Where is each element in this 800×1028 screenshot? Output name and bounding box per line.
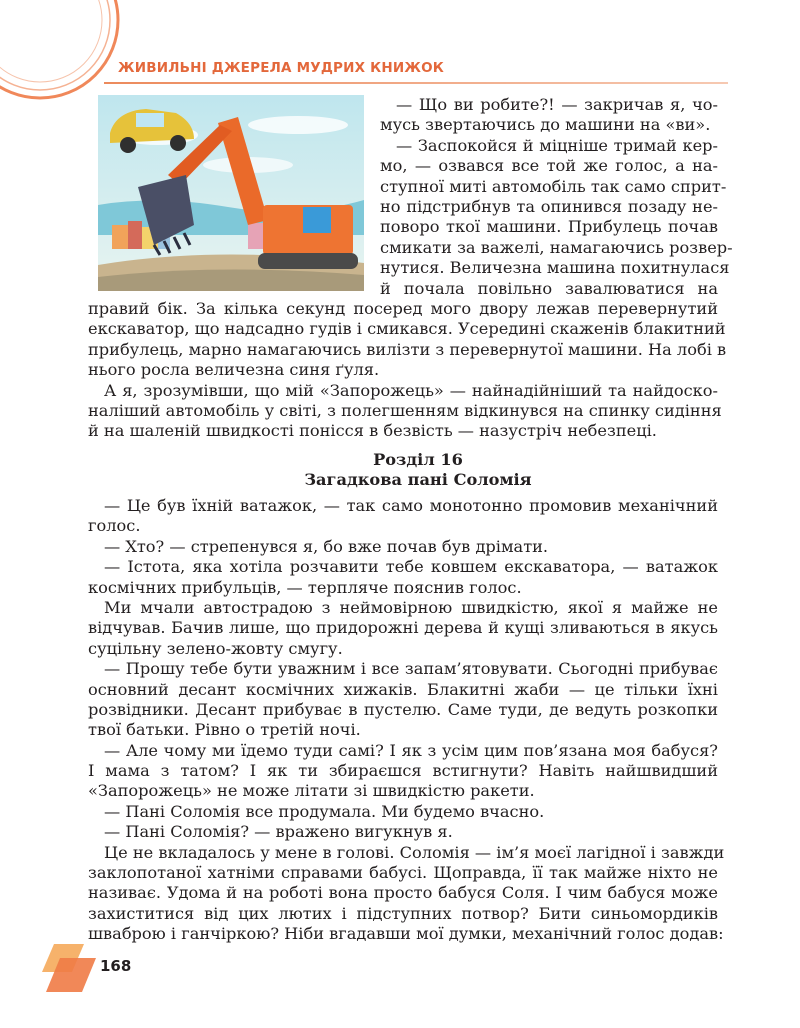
page-number: 168 bbox=[100, 957, 132, 975]
text-line: нутися. Величезна машина похитнулася bbox=[380, 258, 730, 278]
text-line: — Хто? — стрепенувся я, бо вже почав був дрімати. bbox=[104, 536, 549, 556]
text-line: основний десант космічних хижаків. Блакитні жаби — це тільки їхні bbox=[88, 679, 718, 699]
text-line: — Пані Соломія все продумала. Ми будемо вчасно. bbox=[104, 801, 545, 821]
text-line: правий бік. За кілька секунд посеред мого двору лежав перевернутий bbox=[88, 299, 718, 318]
text-line: прибулець, марно намагаючись вилізти з перевернутої машини. На лобі в bbox=[88, 339, 727, 359]
text-line: наліший автомобіль у світі, з полегшенням відкинувся на спинку сидіння bbox=[88, 400, 722, 420]
text-line: називає. Удома й на роботі вона просто бабуся Соля. І чим бабуся може bbox=[88, 883, 718, 903]
text-line: — Прошу тебе бути уважним і все запам’ятовувати. Сьогодні прибуває bbox=[104, 659, 718, 679]
excavator-car-illustration bbox=[98, 95, 364, 291]
decorative-circles bbox=[0, 0, 130, 110]
text-line: розвідники. Десант прибуває в пустелю. Саме туди, де ведуть розкопки bbox=[88, 699, 718, 719]
text-line: космічних прибульців, — терпляче пояснив голос. bbox=[88, 577, 522, 597]
text-line: Це не вкладалось у мене в голові. Соломія — ім’я моєї лагідної і завжди bbox=[104, 842, 725, 862]
text-line: шваброю і ганчіркою? Ніби вгадавши мої думки, механічний голос додав: bbox=[88, 924, 724, 944]
text-line: — Але чому ми їдемо туди самі? І як з усім цим пов’язана моя бабуся? bbox=[104, 740, 718, 760]
text-line: відчував. Бачив лише, що придорожні дерева й кущі зливаються в якусь bbox=[88, 618, 718, 638]
text-line: смикати за важелі, намагаючись розвер- bbox=[380, 237, 733, 257]
text-line: мусь звертаючись до машини на «ви». bbox=[380, 115, 711, 135]
chapter-number: Розділ 16 bbox=[373, 450, 463, 469]
text-line: — Заспокойся й міцніше тримай кер- bbox=[396, 135, 718, 155]
text-line: — Істота, яка хотіла розчавити тебе ковшем екскаватора, — ватажок bbox=[104, 557, 718, 577]
text-line: — Це був їхній ватажок, — так само монотонно промовив механічний bbox=[104, 496, 718, 515]
text-line: екскаватор, що надсадно гудів і смикався. Усередині скаженів блакитний bbox=[88, 319, 726, 339]
text-block-beside-illustration bbox=[380, 95, 733, 299]
section-running-title: ЖИВИЛЬНІ ДЖЕРЕЛА МУДРИХ КНИЖОК bbox=[118, 60, 445, 76]
page-corner-decoration bbox=[40, 944, 100, 996]
text-line: поворо ткої машини. Прибулець почав bbox=[380, 217, 718, 237]
text-line: суцільну зелено-жовту смугу. bbox=[88, 638, 343, 658]
text-line: й почала повільно завалюватися на bbox=[380, 278, 718, 298]
text-line: й на шаленій швидкості понісся в безвість — назустріч небезпеці. bbox=[88, 421, 657, 441]
text-line: захиститися від цих лютих і підступних потвор? Бити синьомордиків bbox=[88, 903, 718, 923]
text-line: заклопотаної хатніми справами бабусі. Щоправда, її так майже ніхто не bbox=[88, 863, 718, 883]
text-line: ступної миті автомобіль так само сприт- bbox=[380, 176, 727, 196]
text-line: мо, — озвався все той же голос, а на- bbox=[380, 156, 718, 176]
text-line: А я, зрозумівши, що мій «Запорожець» — найнадійніший та найдоско- bbox=[104, 380, 718, 400]
text-line: «Запорожець» не може літати зі швидкістю ракети. bbox=[88, 781, 535, 801]
text-line: І мама з татом? І як ти збираєшся встигнути? Навіть найшвидший bbox=[88, 761, 718, 781]
illustration-svg bbox=[98, 95, 364, 291]
text-line: голос. bbox=[88, 516, 141, 536]
text-line: но підстрибнув та опинився позаду не- bbox=[380, 196, 718, 216]
running-header bbox=[0, 58, 760, 86]
text-block-2 bbox=[88, 496, 725, 945]
text-line: Ми мчали автострадою з неймовірною швидкістю, якої я майже не bbox=[104, 597, 718, 617]
text-line: нього росла величезна синя ґуля. bbox=[88, 360, 380, 380]
text-line: — Що ви робите?! — закричав я, чо- bbox=[396, 95, 718, 114]
text-line: — Пані Соломія? — вражено вигукнув я. bbox=[104, 822, 453, 842]
text-line: твої батьки. Рівно о третій ночі. bbox=[88, 720, 361, 740]
header-divider bbox=[104, 82, 728, 84]
text-block-1 bbox=[88, 299, 727, 442]
chapter-title: Загадкова пані Соломія bbox=[304, 470, 532, 489]
